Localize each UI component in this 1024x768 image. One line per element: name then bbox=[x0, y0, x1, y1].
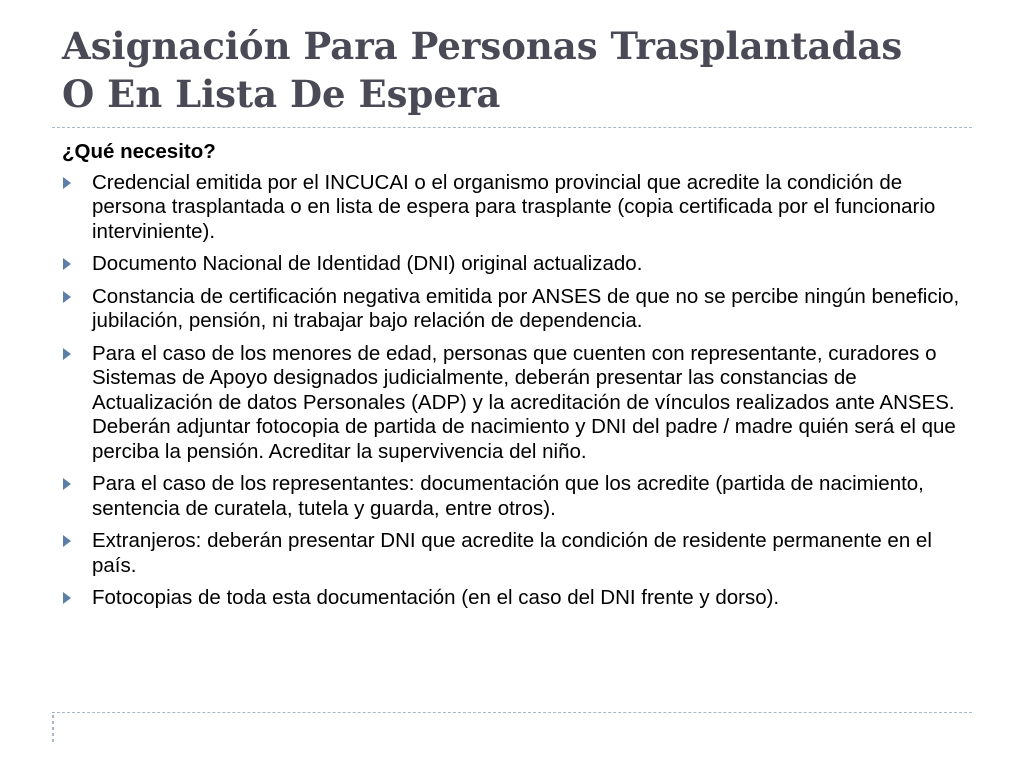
triangle-bullet-icon bbox=[62, 477, 72, 491]
list-item bbox=[62, 586, 962, 611]
list-item-text: Para el caso de los representantes: documentación que los acredite (partida de nacimiento, sentencia de curatela, tutela y guarda, entre otros). bbox=[92, 472, 924, 520]
slide-title bbox=[62, 22, 982, 118]
list-item bbox=[62, 171, 962, 245]
slide-body bbox=[62, 140, 962, 619]
list-item-text: Para el caso de los menores de edad, personas que cuenten con representante, curadores o Sistemas de Apoyo designados judicialmente, deberán presentar las constancias de Actualización de datos Personales (ADP) y la acreditación de vínculos realizados ante ANSES. Deberán adjuntar fotocopia de partida de nacimiento y DNI del padre / madre quién será el que perciba la pensión. Acreditar la supervivencia del niño. bbox=[92, 341, 956, 463]
title-divider bbox=[52, 127, 972, 128]
list-item bbox=[62, 529, 962, 578]
corner-decoration-icon bbox=[49, 715, 63, 745]
list-item-text: Constancia de certificación negativa emitida por ANSES de que no se percibe ningún beneficio, jubilación, pensión, ni trabajar bajo relación de dependencia. bbox=[92, 284, 960, 332]
requirements-list bbox=[62, 171, 962, 611]
list-item-text: Documento Nacional de Identidad (DNI) original actualizado. bbox=[92, 252, 643, 275]
triangle-bullet-icon bbox=[62, 290, 72, 304]
list-item-text: Extranjeros: deberán presentar DNI que acredite la condición de residente permanente en el país. bbox=[92, 529, 932, 577]
list-item bbox=[62, 472, 962, 521]
triangle-bullet-icon bbox=[62, 347, 72, 361]
triangle-bullet-icon bbox=[62, 257, 72, 271]
subheading: ¿Qué necesito? bbox=[62, 140, 216, 163]
list-item bbox=[62, 252, 962, 277]
triangle-bullet-icon bbox=[62, 534, 72, 548]
list-item bbox=[62, 342, 962, 465]
list-item bbox=[62, 285, 962, 334]
footer-divider bbox=[52, 712, 972, 713]
list-item-text: Fotocopias de toda esta documentación (en el caso del DNI frente y dorso). bbox=[92, 586, 780, 609]
list-item-text: Credencial emitida por el INCUCAI o el organismo provincial que acredite la condición de persona trasplantada o en lista de espera para trasplante (copia certificada por el funcionario interviniente). bbox=[92, 170, 936, 243]
triangle-bullet-icon bbox=[62, 176, 72, 190]
title-line-1: Asignación Para Personas Trasplantadas bbox=[62, 24, 903, 68]
title-line-2: O En Lista De Espera bbox=[62, 72, 501, 116]
triangle-bullet-icon bbox=[62, 591, 72, 605]
